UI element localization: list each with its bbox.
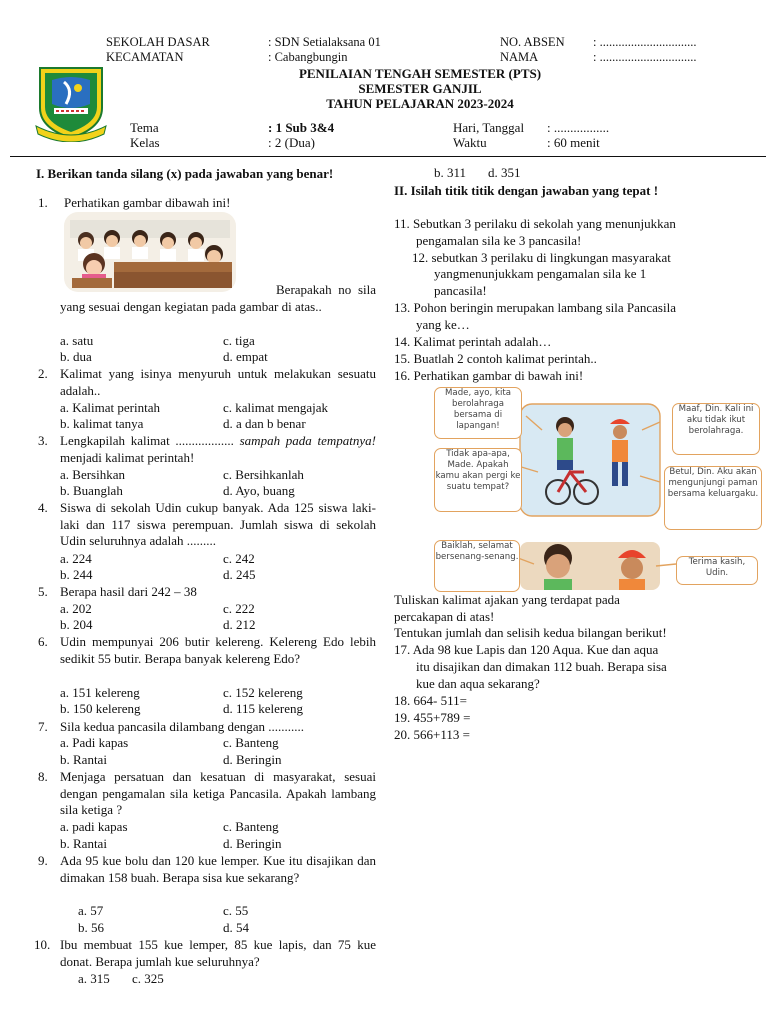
q20-text: 20. 566+113 =: [394, 727, 470, 742]
q4-option-d[interactable]: d. 245: [223, 567, 256, 582]
q18-text: 18. 664- 511=: [394, 693, 467, 708]
q3-text-a: Lengkapilah kalimat ..................: [60, 433, 240, 448]
boy-udin-face-icon: [544, 544, 572, 590]
q13-line2: yang ke…: [416, 317, 470, 332]
q2-text: Kalimat yang isinya menyuruh untuk melakukan sesuatu adalah..: [60, 366, 376, 398]
q6-text: Udin mempunyai 206 butir kelereng. Kelereng Edo lebih sedikit 55 butir. Berapa banyak kelereng Edo?: [60, 634, 376, 666]
q4-number: 4.: [38, 500, 48, 515]
q10-option-b[interactable]: b. 311: [434, 165, 467, 180]
theme-value: : 1 Sub 3&4: [268, 120, 335, 135]
q8-number: 8.: [38, 769, 48, 784]
q19-text: 19. 455+789 =: [394, 710, 471, 725]
q6-option-b[interactable]: b. 150 kelereng: [60, 701, 141, 716]
absen-label: NO. ABSEN: [500, 35, 565, 49]
day-label: Hari, Tanggal: [453, 120, 525, 135]
q12-line2: yangmenunjukkam pengamalan sila ke 1: [434, 266, 647, 281]
q5-option-a[interactable]: a. 202: [60, 601, 92, 616]
q3-option-b[interactable]: b. Buanglah: [60, 483, 123, 498]
q13-line1: 13. Pohon beringin merupakan lambang sila Pancasila: [394, 300, 676, 315]
q1-option-c[interactable]: c. tiga: [223, 333, 255, 348]
q2-option-d[interactable]: d. a dan b benar: [223, 416, 306, 431]
exam-title-1: PENILAIAN TENGAH SEMESTER (PTS): [298, 66, 542, 81]
q10-number: 10.: [34, 937, 51, 952]
q10-option-d[interactable]: d. 351: [488, 165, 521, 180]
q4-option-a[interactable]: a. 224: [60, 551, 92, 566]
bubble-udin-3: Baiklah, selamat bersenang-senang.: [434, 540, 520, 592]
q9-option-d[interactable]: d. 54: [223, 920, 249, 935]
q10-option-a[interactable]: a. 315: [78, 971, 110, 986]
q8-option-b[interactable]: b. Rantai: [60, 836, 107, 851]
q10-text: Ibu membuat 155 kue lemper, 85 kue lapis, dan 75 kue donat. Berapa jumlah kue seluruhnya?: [60, 937, 376, 969]
bubble-made-2: Betul, Din. Aku akan mengunjungi paman bersama keluargaku.: [664, 466, 762, 530]
time-label: Waktu: [453, 135, 487, 150]
q17-line2: itu disajikan dan dimakan 112 buah. Berapa sisa: [416, 659, 667, 674]
class-label: Kelas: [130, 135, 160, 150]
q2-option-b[interactable]: b. kalimat tanya: [60, 416, 144, 431]
instruction-ajakan-2: percakapan di atas!: [394, 609, 495, 624]
q6-number: 6.: [38, 634, 48, 649]
q1-text-2: Berapakah no sila yang sesuai dengan kegiatan pada gambar di atas..: [60, 282, 376, 314]
q3-option-c[interactable]: c. Bersihkanlah: [223, 467, 304, 482]
q4-option-c[interactable]: c. 242: [223, 551, 255, 566]
q7-option-d[interactable]: d. Beringin: [223, 752, 282, 767]
absen-value: : ...............................: [593, 35, 697, 49]
day-value: : .................: [547, 120, 610, 135]
q7-option-b[interactable]: b. Rantai: [60, 752, 107, 767]
q3-text: [60, 433, 376, 466]
q12-line1: 12. sebutkan 3 perilaku di lingkungan masyarakat: [412, 250, 671, 265]
time-value: : 60 menit: [547, 135, 600, 150]
q2-option-c[interactable]: c. kalimat mengajak: [223, 400, 329, 415]
school-value: : SDN Setialaksana 01: [268, 35, 381, 49]
bubble-udin-1: Made, ayo, kita berolahraga bersama di lapangan!: [434, 387, 522, 439]
q7-option-a[interactable]: a. Padi kapas: [60, 735, 129, 750]
q2-option-a[interactable]: a. Kalimat perintah: [60, 400, 160, 415]
q3-option-d[interactable]: d. Ayo, buang: [223, 483, 295, 498]
q14-text: 14. Kalimat perintah adalah…: [394, 334, 552, 349]
q9-number: 9.: [38, 853, 48, 868]
theme-label: Tema: [130, 120, 159, 135]
district-value: : Cabangbungin: [268, 50, 348, 64]
q4-option-b[interactable]: b. 244: [60, 567, 93, 582]
class-value: : 2 (Dua): [268, 135, 315, 150]
header-divider: [10, 156, 766, 157]
name-label: NAMA: [500, 50, 539, 64]
q7-number: 7.: [38, 719, 48, 734]
q9-option-a[interactable]: a. 57: [78, 903, 104, 918]
q3-number: 3.: [38, 433, 48, 448]
q4-text: Siswa di sekolah Udin cukup banyak. Ada 125 siswa laki-laki dan 117 siswa perempuan. Jumlah siswa di sekolah Udin seluruhnya adalah .........: [60, 500, 376, 549]
q5-option-d[interactable]: d. 212: [223, 617, 256, 632]
q1-question: [60, 282, 376, 315]
q1-option-b[interactable]: b. dua: [60, 349, 92, 364]
regency-emblem-logo: [34, 64, 108, 142]
q5-option-b[interactable]: b. 204: [60, 617, 93, 632]
q8-option-a[interactable]: a. padi kapas: [60, 819, 128, 834]
q7-option-c[interactable]: c. Banteng: [223, 735, 279, 750]
q11-line1: 11. Sebutkan 3 perilaku di sekolah yang menunjukkan: [394, 216, 676, 231]
q9-option-b[interactable]: b. 56: [78, 920, 104, 935]
q15-text: 15. Buatlah 2 contoh kalimat perintah..: [394, 351, 597, 366]
q8-text: Menjaga persatuan dan kesatuan di masyarakat, sesuai dengan pengamalan sila ketiga Pancasila. Apakah lambang sila ketiga ?: [60, 769, 376, 818]
district-label: KECAMATAN: [106, 50, 184, 64]
exam-title-3: TAHUN PELAJARAN 2023-2024: [326, 96, 514, 111]
q11-line2: pengamalan sila ke 3 pancasila!: [416, 233, 582, 248]
instruction-bilangan: Tentukan jumlah dan selisih kedua bilangan berikut!: [394, 625, 667, 640]
q5-text: Berapa hasil dari 242 – 38: [60, 584, 197, 599]
q7-text: Sila kedua pancasila dilambang dengan ...........: [60, 719, 305, 734]
instruction-ajakan-1: Tuliskan kalimat ajakan yang terdapat pada: [394, 592, 620, 607]
bubble-made-3: Terima kasih, Udin.: [676, 556, 758, 585]
q6-option-c[interactable]: c. 152 kelereng: [223, 685, 303, 700]
boy-udin-icon: [556, 417, 574, 470]
q16-text: 16. Perhatikan gambar di bawah ini!: [394, 368, 584, 383]
q6-option-d[interactable]: d. 115 kelereng: [223, 701, 304, 716]
q9-text: Ada 95 kue bolu dan 120 kue lemper. Kue itu disajikan dan dimakan 158 buah. Berapa sisa kue sekarang?: [60, 853, 376, 885]
school-label: SEKOLAH DASAR: [106, 35, 210, 49]
q8-option-d[interactable]: d. Beringin: [223, 836, 282, 851]
q6-option-a[interactable]: a. 151 kelereng: [60, 685, 140, 700]
bubble-made-1: Maaf, Din. Kali ini aku tidak ikut berolahraga.: [672, 403, 760, 455]
q17-line3: kue dan aqua sekarang?: [416, 676, 540, 691]
q3-option-a[interactable]: a. Bersihkan: [60, 467, 125, 482]
q10-option-c[interactable]: c. 325: [132, 971, 164, 986]
exam-title-2: SEMESTER GANJIL: [358, 81, 482, 96]
q9-option-c[interactable]: c. 55: [223, 903, 249, 918]
q5-option-c[interactable]: c. 222: [223, 601, 255, 616]
q8-option-c[interactable]: c. Banteng: [223, 819, 279, 834]
q17-line1: 17. Ada 98 kue Lapis dan 120 Aqua. Kue dan aqua: [394, 642, 659, 657]
section1-title: I. Berikan tanda silang (x) pada jawaban yang benar!: [36, 166, 334, 181]
q2-number: 2.: [38, 366, 48, 381]
section2-title: II. Isilah titik titik dengan jawaban yang tepat !: [394, 183, 659, 198]
classroom-illustration: [64, 212, 236, 292]
q12-line3: pancasila!: [434, 283, 487, 298]
q1-option-a[interactable]: a. satu: [60, 333, 94, 348]
name-value: : ...............................: [593, 50, 697, 64]
q1-number: 1.: [38, 195, 48, 210]
q5-number: 5.: [38, 584, 48, 599]
q3-text-italic: sampah pada tempatnya!: [239, 433, 376, 448]
boy-made-face-icon: [618, 550, 646, 590]
q1-text: Perhatikan gambar dibawah ini!: [64, 195, 231, 210]
q1-option-d[interactable]: d. empat: [223, 349, 268, 364]
q3-text-c: menjadi kalimat perintah!: [60, 449, 195, 465]
bubble-udin-2: Tidak apa-apa, Made. Apakah kamu akan pergi ke suatu tempat?: [434, 448, 522, 512]
